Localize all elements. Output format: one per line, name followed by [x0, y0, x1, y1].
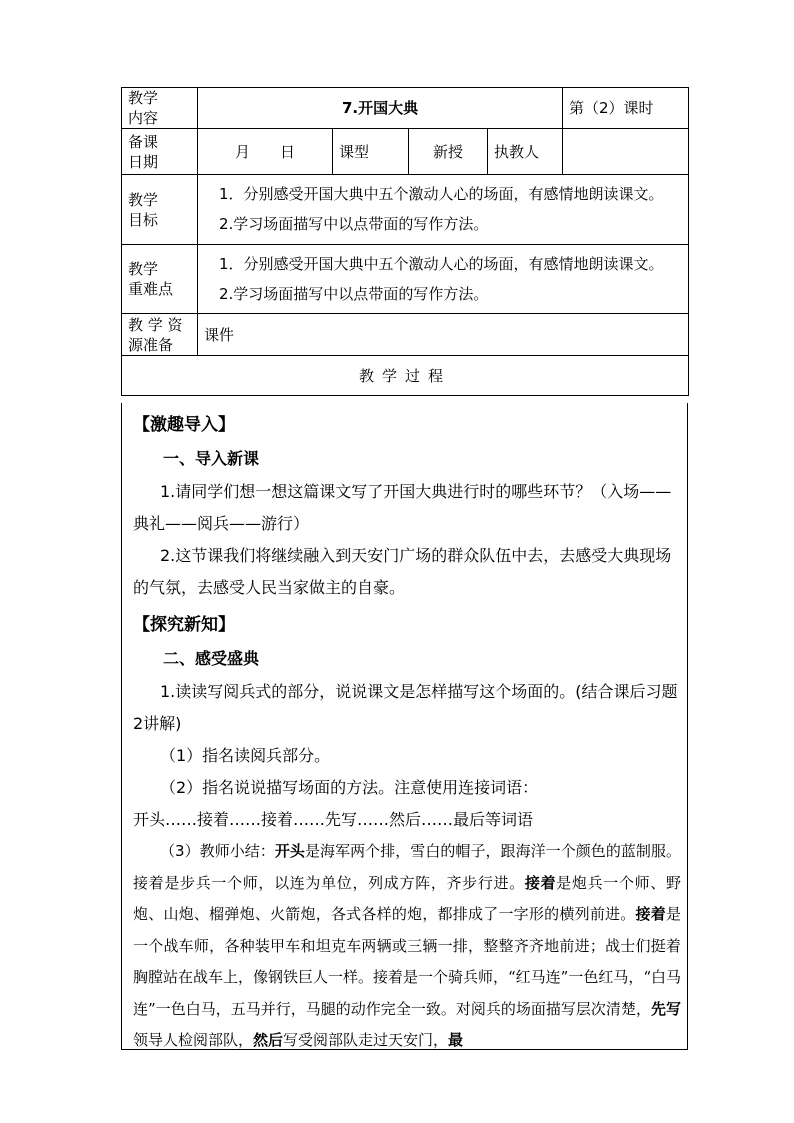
type-label: 课型 — [333, 129, 409, 175]
date-label — [122, 129, 198, 175]
subheading-ceremony: 二、感受盛典 — [163, 649, 260, 668]
paragraph-6: 开头……接着……接着……先写……然后……最后等词语 — [133, 810, 534, 829]
paragraph-1: 1.请同学们想一想这篇课文写了开国大典进行时的哪些环节？（入场——典礼——阅兵——游行） — [133, 482, 672, 533]
content-label-l2: 内容 — [128, 109, 159, 127]
section-heading-intro: 【激趣导入】 — [133, 415, 235, 435]
summary-keyword: 最 — [448, 1031, 464, 1049]
summary-number: （3） — [160, 842, 200, 860]
paragraph-3: 1.读读写阅兵式的部分，说说课文是怎样描写这个场面的。(结合课后习题2讲解) — [133, 682, 678, 733]
goals-label — [122, 175, 198, 245]
date-label-l1: 备课 — [128, 132, 159, 151]
goals-label-l1: 教学 — [128, 190, 159, 209]
lesson-period: 第（2）课时 — [563, 88, 689, 129]
summary-run: 教师小结： — [199, 842, 275, 860]
summary-run: 是一个战车师，各种装甲车和坦克车两辆或三辆一排，整整齐齐地前进；战士们挺着胸膛站在战车上，像钢铁巨人一样。接着是一个骑兵师，“红马连”一色红马，“白马连”一色白马，五马并行，马腿的动作完全一致。对阅兵的场面描写层次清楚， — [133, 905, 682, 1018]
teacher-label: 执教人 — [488, 129, 563, 175]
lesson-header-table — [121, 87, 689, 396]
resources-label — [122, 314, 198, 356]
resources-value: 课件 — [198, 314, 689, 356]
summary-text — [133, 842, 681, 1049]
date-value: 月 日 — [198, 129, 333, 175]
lesson-title: 7.开国大典 — [198, 88, 563, 129]
difficulty-item-2: 2.学习场面描写中以点带面的写作方法。 — [204, 285, 489, 303]
goals-cell — [198, 175, 689, 245]
goal-item-1: 1．分别感受开国大典中五个激动人心的场面，有感情地朗读课文。 — [204, 185, 664, 203]
paragraph-5: （2）指名说说描写场面的方法。注意使用连接词语： — [160, 778, 539, 797]
summary-run: 写受阅部队走过天安门， — [283, 1031, 449, 1049]
process-content — [133, 408, 681, 1057]
subheading-new-lesson: 一、导入新课 — [163, 449, 260, 468]
summary-run: 是炮兵一个师、野炮、山炮、榴弹炮、火箭炮，各式各样的炮，都排成了一字形的横列前进。 — [133, 873, 681, 923]
difficulty-label — [122, 245, 198, 314]
summary-keyword: 然后 — [253, 1031, 284, 1049]
teacher-summary — [133, 836, 681, 1057]
summary-run: 是海军两个排，雪白的帽子，跟海洋一个颜色的蓝制服。接着是步兵一个师，以连为单位，列成方阵，齐步行进。 — [133, 842, 681, 892]
summary-keyword: 先写 — [650, 999, 681, 1018]
resources-label-l1: 教 学 资 — [128, 315, 183, 334]
content-label-l1: 教学 — [128, 89, 159, 107]
difficulty-label-l2: 重难点 — [128, 280, 174, 298]
summary-keyword: 接着 — [524, 873, 557, 892]
summary-run: 领导人检阅部队， — [133, 1031, 254, 1049]
resources-label-l2: 源准备 — [128, 335, 174, 354]
content-label — [122, 88, 198, 129]
section-heading-explore: 【探究新知】 — [133, 615, 235, 635]
difficulty-label-l1: 教学 — [128, 260, 159, 278]
type-value: 新授 — [409, 129, 488, 175]
paragraph-2: 2.这节课我们将继续融入到天安门广场的群众队伍中去，去感受大典现场的气氛，去感受人民当家做主的自豪。 — [133, 546, 672, 597]
goals-label-l2: 目标 — [128, 210, 159, 229]
teacher-value — [563, 129, 689, 175]
process-heading: 教学过程 — [122, 356, 689, 396]
difficulty-item-1: 1．分别感受开国大典中五个激动人心的场面，有感情地朗读课文。 — [204, 255, 664, 273]
goal-item-2: 2.学习场面描写中以点带面的写作方法。 — [204, 215, 489, 233]
difficulty-cell — [198, 245, 689, 314]
summary-keyword: 开头 — [274, 842, 305, 860]
paragraph-4: （1）指名读阅兵部分。 — [160, 746, 331, 765]
date-label-l2: 日期 — [128, 152, 159, 171]
summary-keyword: 接着 — [635, 905, 666, 923]
